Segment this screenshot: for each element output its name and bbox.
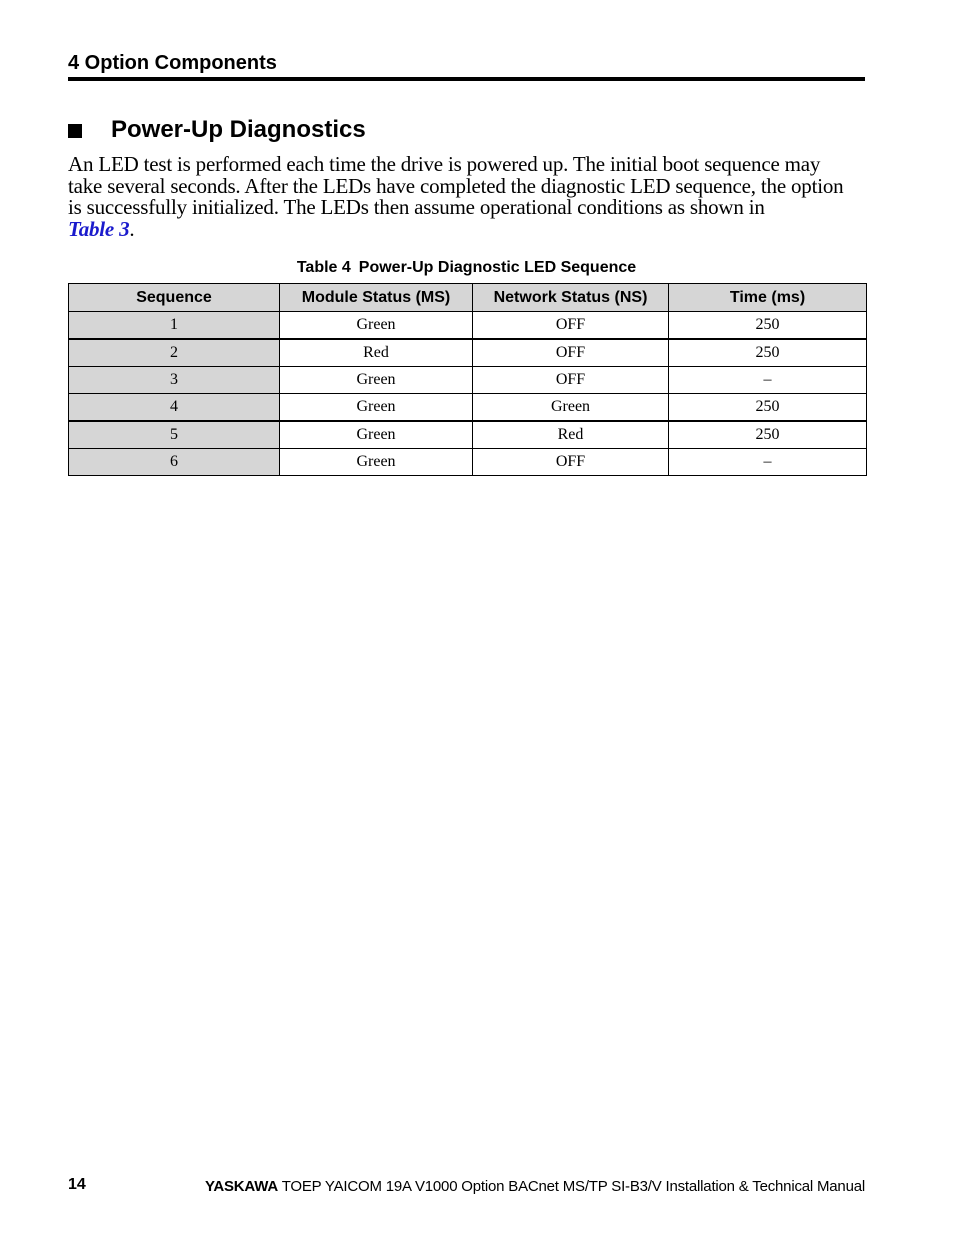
cell-time: 250 — [669, 421, 867, 449]
cell-network-status: OFF — [473, 312, 669, 340]
cell-module-status: Green — [280, 421, 473, 449]
cell-module-status: Green — [280, 312, 473, 340]
table-caption-number: Table 4 — [296, 259, 351, 276]
intro-line-3: is successfully initialized. The LEDs then assume operational conditions as shown in — [68, 195, 765, 219]
cell-network-status: OFF — [473, 339, 669, 367]
cell-time: – — [669, 449, 867, 476]
table-header-row — [69, 284, 867, 312]
led-sequence-table — [68, 283, 867, 476]
cell-sequence: 6 — [69, 449, 280, 476]
footer-manual-title — [205, 1178, 865, 1195]
cell-sequence: 4 — [69, 394, 280, 422]
table-row — [69, 394, 867, 422]
cell-time: – — [669, 367, 867, 394]
cell-sequence: 1 — [69, 312, 280, 340]
table-row — [69, 367, 867, 394]
cell-module-status: Red — [280, 339, 473, 367]
column-header-sequence: Sequence — [69, 284, 280, 312]
page-number: 14 — [68, 1176, 86, 1193]
footer-brand: YASKAWA — [204, 1178, 279, 1195]
intro-paragraph — [68, 154, 868, 240]
cell-network-status: Red — [473, 421, 669, 449]
table-row — [69, 421, 867, 449]
column-header-network-status: Network Status (NS) — [473, 284, 669, 312]
column-header-time: Time (ms) — [669, 284, 867, 312]
cell-module-status: Green — [280, 367, 473, 394]
section-title: Power-Up Diagnostics — [111, 116, 366, 143]
cell-sequence: 3 — [69, 367, 280, 394]
header-rule — [68, 77, 865, 81]
cell-time: 250 — [669, 339, 867, 367]
table-caption-title: Power-Up Diagnostic LED Sequence — [358, 259, 637, 276]
cell-module-status: Green — [280, 449, 473, 476]
cell-sequence: 2 — [69, 339, 280, 367]
column-header-module-status: Module Status (MS) — [280, 284, 473, 312]
cell-network-status: OFF — [473, 449, 669, 476]
cell-sequence: 5 — [69, 421, 280, 449]
table-row — [69, 339, 867, 367]
footer-title-text: TOEP YAICOM 19A V1000 Option BACnet MS/TP SI-B3/V Installation & Technical Manual — [278, 1178, 865, 1195]
table-row — [69, 312, 867, 340]
intro-line-2: take several seconds. After the LEDs have completed the diagnostic LED sequence, the option — [68, 173, 844, 198]
cell-module-status: Green — [280, 394, 473, 422]
cell-time: 250 — [669, 394, 867, 422]
table-row — [69, 449, 867, 476]
intro-trailing: . — [129, 216, 135, 241]
chapter-header: 4 Option Components — [68, 52, 277, 74]
cell-network-status: Green — [473, 394, 669, 422]
cell-network-status: OFF — [473, 367, 669, 394]
section-square-icon — [68, 124, 82, 138]
cell-time: 250 — [669, 312, 867, 340]
section-heading — [68, 114, 366, 146]
table-caption — [68, 259, 865, 277]
table-3-link[interactable]: Table 3 — [68, 216, 130, 241]
intro-line-1: An LED test is performed each time the drive is powered up. The initial boot sequence may — [68, 152, 821, 176]
